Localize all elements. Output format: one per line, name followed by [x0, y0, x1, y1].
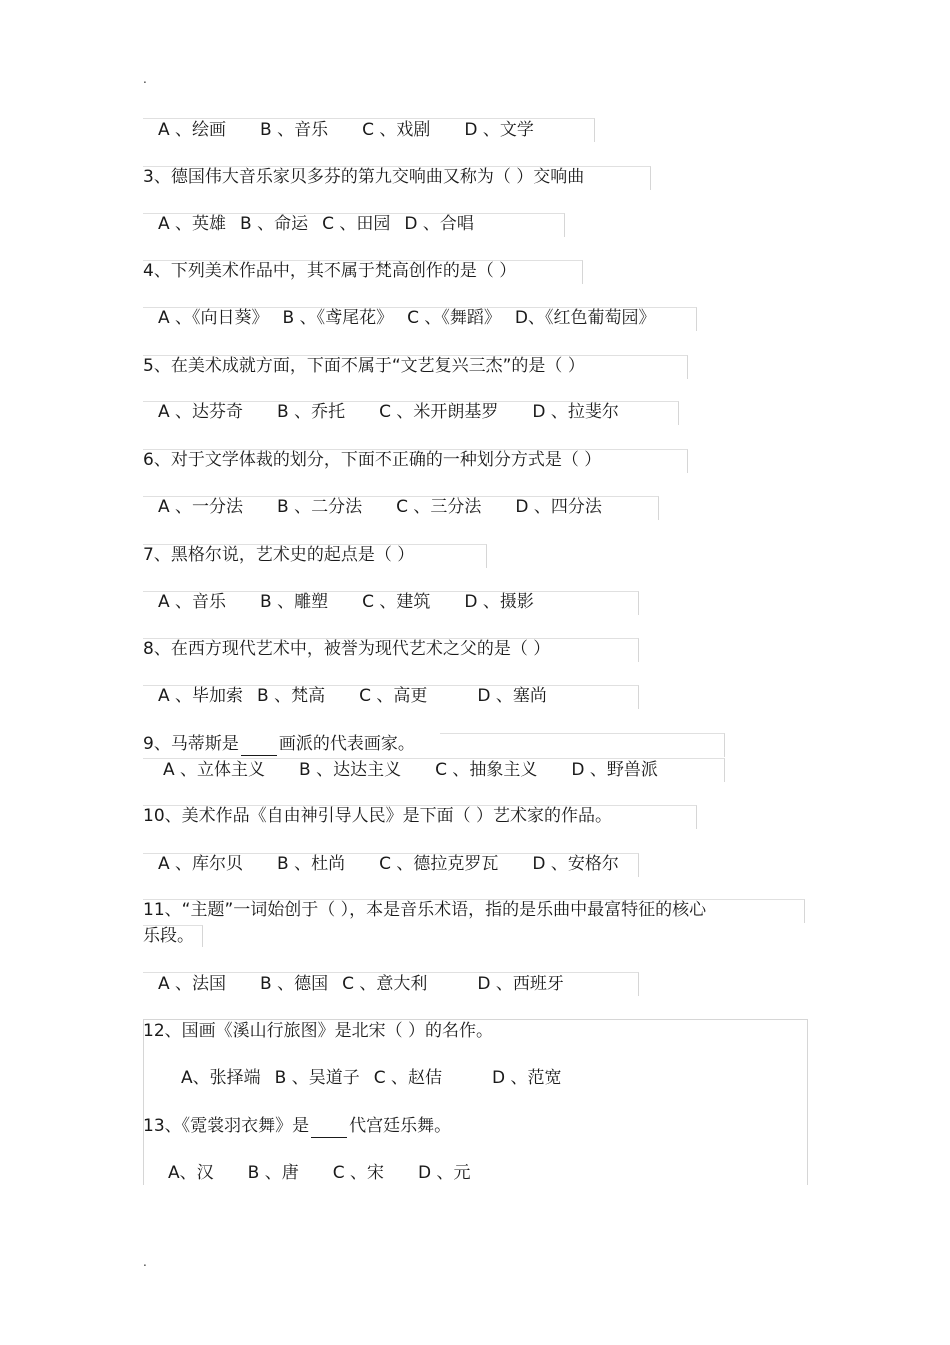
q8-option-a[interactable]: A 、毕加索: [158, 686, 244, 706]
q12-question: 12、国画《溪山行旅图》是北宋（ ）的名作。: [143, 1021, 494, 1041]
q12-option-d[interactable]: D 、范宽: [492, 1068, 562, 1088]
q10-option-b[interactable]: B 、杜尚: [277, 854, 346, 874]
q7-option-b[interactable]: B 、雕塑: [260, 592, 329, 612]
q3-option-c[interactable]: C 、田园: [322, 214, 391, 234]
q9-question: [143, 732, 415, 756]
q7-question: 7、黑格尔说，艺术史的起点是（ ）: [143, 545, 415, 565]
q8-option-c[interactable]: C 、高更: [359, 686, 428, 706]
q13-question: [143, 1114, 451, 1138]
q4-option-d[interactable]: D、《红色葡萄园》: [514, 308, 656, 328]
q6-option-d[interactable]: D 、四分法: [515, 497, 602, 517]
q3-option-b[interactable]: B 、命运: [240, 214, 309, 234]
q11-option-d[interactable]: D 、西班牙: [477, 974, 564, 994]
q3-option-d[interactable]: D 、合唱: [404, 214, 474, 234]
q10-question: 10、美术作品《自由神引导人民》是下面（ ）艺术家的作品。: [143, 806, 613, 826]
q3-option-a[interactable]: A 、英雄: [158, 214, 227, 234]
q13-question-post: 代宫廷乐舞。: [349, 1116, 452, 1136]
q2-option-a[interactable]: A 、绘画: [158, 120, 227, 140]
q11-option-b[interactable]: B 、德国: [260, 974, 329, 994]
q10-option-d[interactable]: D 、安格尔: [532, 854, 619, 874]
q7-option-a[interactable]: A 、音乐: [158, 592, 227, 612]
q13-question-pre: 13、《霓裳羽衣舞》是: [143, 1116, 310, 1136]
q8-options: [158, 684, 547, 708]
q10-options: [158, 852, 619, 876]
page-mark-bottom: .: [143, 1255, 147, 1269]
q12-option-b[interactable]: B 、吴道子: [274, 1068, 360, 1088]
q11-option-c[interactable]: C 、意大利: [342, 974, 428, 994]
q9-options: [163, 758, 658, 782]
q6-option-b[interactable]: B 、二分法: [277, 497, 363, 517]
q2-options: [158, 118, 534, 142]
q13-option-a[interactable]: A、汉: [168, 1163, 214, 1183]
q12-options: [181, 1066, 562, 1090]
q10-option-a[interactable]: A 、库尔贝: [158, 854, 244, 874]
q9-option-a[interactable]: A 、立体主义: [163, 760, 266, 780]
q6-options: [158, 495, 602, 519]
page-mark-top: .: [143, 72, 147, 86]
q5-options: [158, 400, 619, 424]
q2-option-d[interactable]: D 、文学: [464, 120, 534, 140]
q9-question-box: [440, 733, 725, 757]
q13-options: [168, 1161, 471, 1185]
q11-options: [158, 972, 564, 996]
q9-option-c[interactable]: C 、抽象主义: [435, 760, 538, 780]
q4-question: 4、下列美术作品中，其不属于梵高创作的是（ ）: [143, 261, 517, 281]
q5-question: 5、在美术成就方面，下面不属于“文艺复兴三杰”的是（ ）: [143, 356, 585, 376]
q6-question: 6、对于文学体裁的划分，下面不正确的一种划分方式是（ ）: [143, 450, 602, 470]
q12-option-c[interactable]: C 、赵佶: [373, 1068, 442, 1088]
q5-option-c[interactable]: C 、米开朗基罗: [379, 402, 499, 422]
q7-options: [158, 590, 534, 614]
q3-options: [158, 212, 474, 236]
q8-question: 8、在西方现代艺术中，被誉为现代艺术之父的是（ ）: [143, 639, 551, 659]
q13-option-b[interactable]: B 、唐: [247, 1163, 299, 1183]
q4-options: [158, 306, 656, 330]
q5-option-d[interactable]: D 、拉斐尔: [532, 402, 619, 422]
q11-option-a[interactable]: A 、法国: [158, 974, 227, 994]
q8-option-d[interactable]: D 、塞尚: [477, 686, 547, 706]
q13-option-d[interactable]: D 、元: [418, 1163, 471, 1183]
q9-question-pre: 9、马蒂斯是: [143, 734, 239, 754]
q6-option-c[interactable]: C 、三分法: [396, 497, 482, 517]
q9-answer-blank[interactable]: [241, 738, 277, 756]
q4-option-c[interactable]: C 、《舞蹈》: [407, 308, 501, 328]
q13-option-c[interactable]: C 、宋: [332, 1163, 384, 1183]
q5-option-b[interactable]: B 、乔托: [277, 402, 346, 422]
q4-option-a[interactable]: A 、《向日葵》: [158, 308, 269, 328]
q11-question-line1: 11、“主题”一词始创于（ ），本是音乐术语，指的是乐曲中最富特征的核心: [143, 900, 707, 920]
q11-question-line2: 乐段。: [143, 926, 194, 946]
q9-option-d[interactable]: D 、野兽派: [571, 760, 658, 780]
q2-option-b[interactable]: B 、音乐: [260, 120, 329, 140]
q9-question-post: 画派的代表画家。: [278, 734, 415, 754]
q10-option-c[interactable]: C 、德拉克罗瓦: [379, 854, 499, 874]
q12-option-a[interactable]: A、张择端: [181, 1068, 261, 1088]
q4-option-b[interactable]: B 、《鸢尾花》: [282, 308, 394, 328]
q6-option-a[interactable]: A 、一分法: [158, 497, 244, 517]
q5-option-a[interactable]: A 、达芬奇: [158, 402, 244, 422]
q3-question: 3、德国伟大音乐家贝多芬的第九交响曲又称为（ ）交响曲: [143, 167, 585, 187]
q7-option-c[interactable]: C 、建筑: [362, 592, 431, 612]
q2-option-c[interactable]: C 、戏剧: [362, 120, 431, 140]
q7-option-d[interactable]: D 、摄影: [464, 592, 534, 612]
q9-option-b[interactable]: B 、达达主义: [299, 760, 402, 780]
q13-answer-blank[interactable]: [311, 1120, 347, 1138]
q8-option-b[interactable]: B 、梵高: [257, 686, 326, 706]
